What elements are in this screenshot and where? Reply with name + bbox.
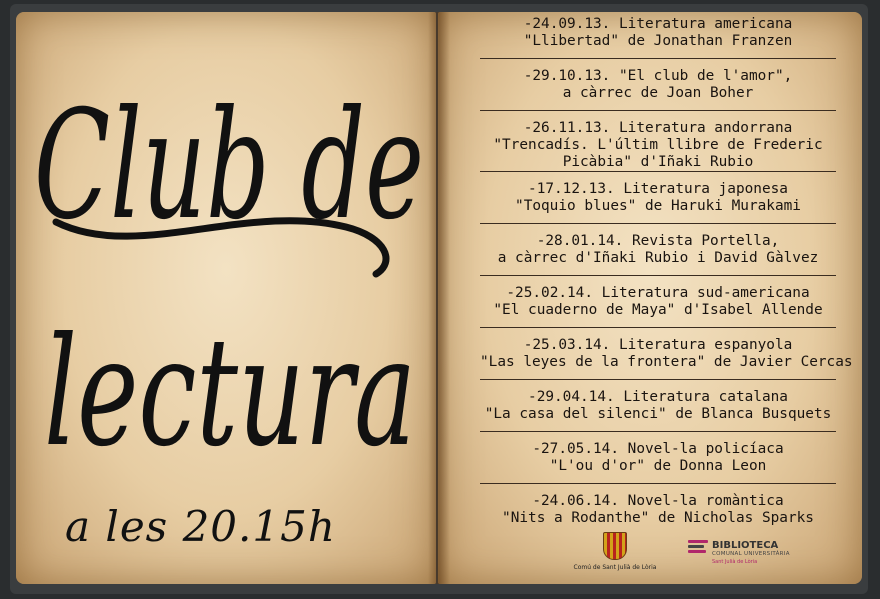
event-line-2: "La casa del silenci" de Blanca Busquets xyxy=(484,406,832,422)
books-icon xyxy=(688,540,708,558)
event-item xyxy=(480,389,836,432)
event-line-2: "Nits a Rodanthe" de Nicholas Sparks xyxy=(502,510,814,526)
event-item xyxy=(480,68,836,111)
event-line-1: -27.05.14. Novel-la policíaca xyxy=(532,441,784,457)
event-line-2: "L'ou d'or" de Donna Leon xyxy=(549,458,767,474)
event-line-1: -17.12.13. Literatura japonesa xyxy=(528,181,788,197)
event-line-3: Picàbia" d'Iñaki Rubio xyxy=(562,154,754,170)
event-line-1: -29.04.14. Literatura catalana xyxy=(528,389,788,405)
biblioteca-place: Sant Julià de Lòria xyxy=(712,559,758,565)
club-title-lettering xyxy=(16,12,436,584)
event-line-2: "Llibertad" de Jonathan Franzen xyxy=(523,33,793,49)
event-item xyxy=(480,16,836,59)
event-item xyxy=(480,181,836,224)
event-line-1: -24.09.13. Literatura americana xyxy=(523,16,793,32)
title-line-1: Club de xyxy=(34,79,424,253)
event-line-1: -25.03.14. Literatura espanyola xyxy=(523,337,793,353)
coat-of-arms-icon xyxy=(603,532,627,560)
event-item xyxy=(480,441,836,484)
event-item xyxy=(480,285,836,328)
event-list xyxy=(458,16,858,544)
meeting-time: a les 20.15h xyxy=(65,502,336,551)
title-line-2: lectura xyxy=(44,306,416,480)
event-line-2: "Trencadís. L'últim llibre de Frederic xyxy=(493,137,823,153)
event-item xyxy=(480,337,853,380)
event-item xyxy=(480,120,836,172)
event-line-2: "Toquio blues" de Haruki Murakami xyxy=(515,198,801,214)
biblioteca-name: BIBLIOTECA xyxy=(712,540,779,551)
event-line-1: -25.02.14. Literatura sud-americana xyxy=(506,285,810,301)
comu-label: Comú de Sant Julià de Lòria xyxy=(573,564,657,571)
event-item xyxy=(480,233,836,276)
event-line-1: -29.10.13. "El club de l'amor", xyxy=(523,68,793,84)
sponsor-logos xyxy=(570,532,830,578)
event-line-2: "Las leyes de la frontera" de Javier Cercas xyxy=(480,354,853,370)
event-line-2: a càrrec d'Iñaki Rubio i David Gàlvez xyxy=(497,250,819,266)
event-line-2: a càrrec de Joan Boher xyxy=(562,85,754,101)
event-line-1: -28.01.14. Revista Portella, xyxy=(536,233,780,249)
event-line-1: -26.11.13. Literatura andorrana xyxy=(523,120,793,136)
open-book xyxy=(10,4,868,594)
event-line-1: -24.06.14. Novel-la romàntica xyxy=(532,493,784,509)
event-item xyxy=(480,493,836,535)
biblioteca-subtitle: COMUNAL UNIVERSITÀRIA xyxy=(712,551,790,557)
event-line-2: "El cuaderno de Maya" d'Isabel Allende xyxy=(493,302,823,318)
comu-logo xyxy=(570,532,660,571)
